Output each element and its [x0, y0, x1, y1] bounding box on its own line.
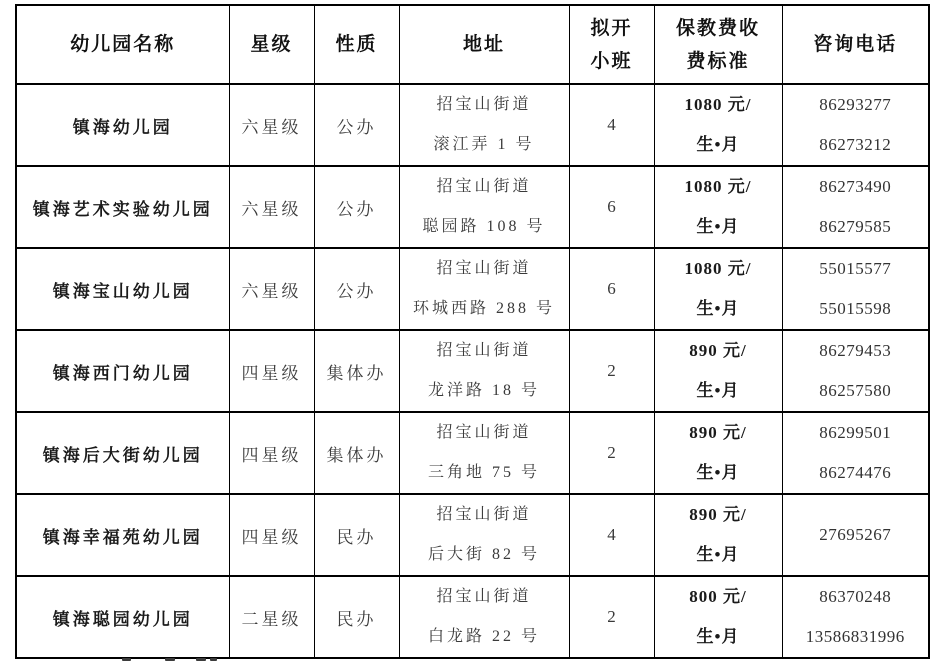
phone-line1: 27695267: [819, 525, 892, 544]
col-header-phone-label: 咨询电话: [813, 33, 898, 55]
col-header-classes: [569, 5, 654, 84]
address-cell: [399, 248, 569, 330]
planned-classes-cell: 2: [569, 576, 654, 658]
kindergarten-name-cell: 镇海艺术实验幼儿园: [16, 166, 229, 248]
fee-cell: [654, 576, 782, 658]
address-line2: 聪园路 108 号: [422, 218, 546, 235]
phone-cell: [782, 166, 929, 248]
kindergarten-name-cell: 镇海宝山幼儿园: [16, 248, 229, 330]
ownership-type-cell: 集体办: [314, 330, 399, 412]
fee-line1: 890 元/: [689, 505, 747, 524]
phone-line1: 55015577: [819, 259, 892, 278]
table-row: [16, 248, 929, 330]
star-rating-cell: 四星级: [229, 412, 314, 494]
phone-line1: 86299501: [819, 423, 892, 442]
fee-cell: [654, 248, 782, 330]
fee-cell: [654, 166, 782, 248]
phone-cell: [782, 84, 929, 166]
address-line1: 招宝山街道: [436, 178, 532, 195]
table-row: [16, 576, 929, 658]
kindergarten-name-cell: 镇海后大街幼儿园: [16, 412, 229, 494]
address-cell: [399, 412, 569, 494]
address-line2: 环城西路 288 号: [412, 300, 555, 317]
ownership-type-cell: 民办: [314, 576, 399, 658]
address-line2: 龙洋路 18 号: [427, 382, 540, 399]
address-line1: 招宝山街道: [436, 424, 532, 441]
col-header-star: [229, 5, 314, 84]
fee-line2: 生•月: [696, 299, 740, 318]
ownership-type-cell: 民办: [314, 494, 399, 576]
fee-line1: 1080 元/: [684, 177, 752, 196]
col-header-fee-line2: 费标准: [686, 50, 750, 72]
ownership-type-cell: 公办: [314, 248, 399, 330]
phone-line1: 86279453: [819, 341, 892, 360]
col-header-name-label: 幼儿园名称: [70, 33, 176, 55]
address-cell: [399, 166, 569, 248]
col-header-star-label: 星级: [250, 33, 293, 55]
star-rating-cell: 六星级: [229, 84, 314, 166]
phone-line1: 86293277: [819, 95, 892, 114]
phone-line2: 55015598: [819, 299, 892, 318]
table-header-row: [16, 5, 929, 84]
fee-cell: [654, 494, 782, 576]
col-header-fee-line1: 保教费收: [675, 17, 760, 39]
kindergarten-name-cell: 镇海西门幼儿园: [16, 330, 229, 412]
phone-cell: [782, 412, 929, 494]
col-header-classes-line1: 拟开: [590, 17, 633, 39]
ownership-type-cell: 公办: [314, 84, 399, 166]
fee-line2: 生•月: [696, 217, 740, 236]
table-row: [16, 494, 929, 576]
col-header-type-label: 性质: [335, 33, 378, 55]
col-header-phone: [782, 5, 929, 84]
address-line2: 白龙路 22 号: [427, 628, 540, 645]
phone-line2: 86257580: [819, 381, 892, 400]
address-cell: [399, 494, 569, 576]
kindergarten-name-cell: 镇海聪园幼儿园: [16, 576, 229, 658]
planned-classes-cell: 4: [569, 84, 654, 166]
phone-line2: 13586831996: [805, 627, 905, 646]
planned-classes-cell: 4: [569, 494, 654, 576]
address-line2: 滚江弄 1 号: [433, 136, 535, 153]
phone-line1: 86273490: [819, 177, 892, 196]
phone-line2: 86274476: [819, 463, 892, 482]
star-rating-cell: 四星级: [229, 494, 314, 576]
ownership-type-cell: 公办: [314, 166, 399, 248]
phone-cell: [782, 248, 929, 330]
address-line1: 招宝山街道: [436, 506, 532, 523]
star-rating-cell: 六星级: [229, 248, 314, 330]
fee-line2: 生•月: [696, 135, 740, 154]
planned-classes-cell: 2: [569, 412, 654, 494]
table-row: [16, 330, 929, 412]
address-line2: 三角地 75 号: [427, 464, 540, 481]
table-row: [16, 166, 929, 248]
fee-cell: [654, 84, 782, 166]
address-line1: 招宝山街道: [436, 96, 532, 113]
planned-classes-cell: 6: [569, 166, 654, 248]
phone-cell: [782, 330, 929, 412]
phone-cell: [782, 576, 929, 658]
star-rating-cell: 四星级: [229, 330, 314, 412]
phone-line1: 86370248: [819, 587, 892, 606]
fee-line2: 生•月: [696, 381, 740, 400]
col-header-type: [314, 5, 399, 84]
address-cell: [399, 330, 569, 412]
fee-line1: 1080 元/: [684, 259, 752, 278]
address-line1: 招宝山街道: [436, 260, 532, 277]
phone-cell: [782, 494, 929, 576]
fee-cell: [654, 412, 782, 494]
col-header-name: [16, 5, 229, 84]
fee-line1: 890 元/: [689, 341, 747, 360]
col-header-address-label: 地址: [462, 33, 505, 55]
cutoff-text-fragment: [165, 658, 175, 661]
planned-classes-cell: 6: [569, 248, 654, 330]
fee-line2: 生•月: [696, 545, 740, 564]
col-header-address: [399, 5, 569, 84]
ownership-type-cell: 集体办: [314, 412, 399, 494]
address-cell: [399, 84, 569, 166]
cutoff-text-fragment: [210, 658, 217, 661]
fee-line2: 生•月: [696, 627, 740, 646]
kindergarten-name-cell: 镇海幼儿园: [16, 84, 229, 166]
kindergarten-name-cell: 镇海幸福苑幼儿园: [16, 494, 229, 576]
address-line2: 后大街 82 号: [427, 546, 540, 563]
phone-line2: 86273212: [819, 135, 892, 154]
fee-line1: 1080 元/: [684, 95, 752, 114]
fee-line1: 890 元/: [689, 423, 747, 442]
cutoff-text-fragment: [196, 658, 206, 661]
fee-line2: 生•月: [696, 463, 740, 482]
planned-classes-cell: 2: [569, 330, 654, 412]
col-header-classes-line2: 小班: [590, 50, 633, 72]
phone-line2: 86279585: [819, 217, 892, 236]
cutoff-text-fragment: [122, 658, 131, 661]
table-row: [16, 84, 929, 166]
col-header-fee: [654, 5, 782, 84]
address-line1: 招宝山街道: [436, 342, 532, 359]
address-line1: 招宝山街道: [436, 588, 532, 605]
star-rating-cell: 六星级: [229, 166, 314, 248]
fee-cell: [654, 330, 782, 412]
table-row: [16, 412, 929, 494]
fee-line1: 800 元/: [689, 587, 747, 606]
star-rating-cell: 二星级: [229, 576, 314, 658]
kindergarten-fee-table: [15, 4, 930, 659]
address-cell: [399, 576, 569, 658]
